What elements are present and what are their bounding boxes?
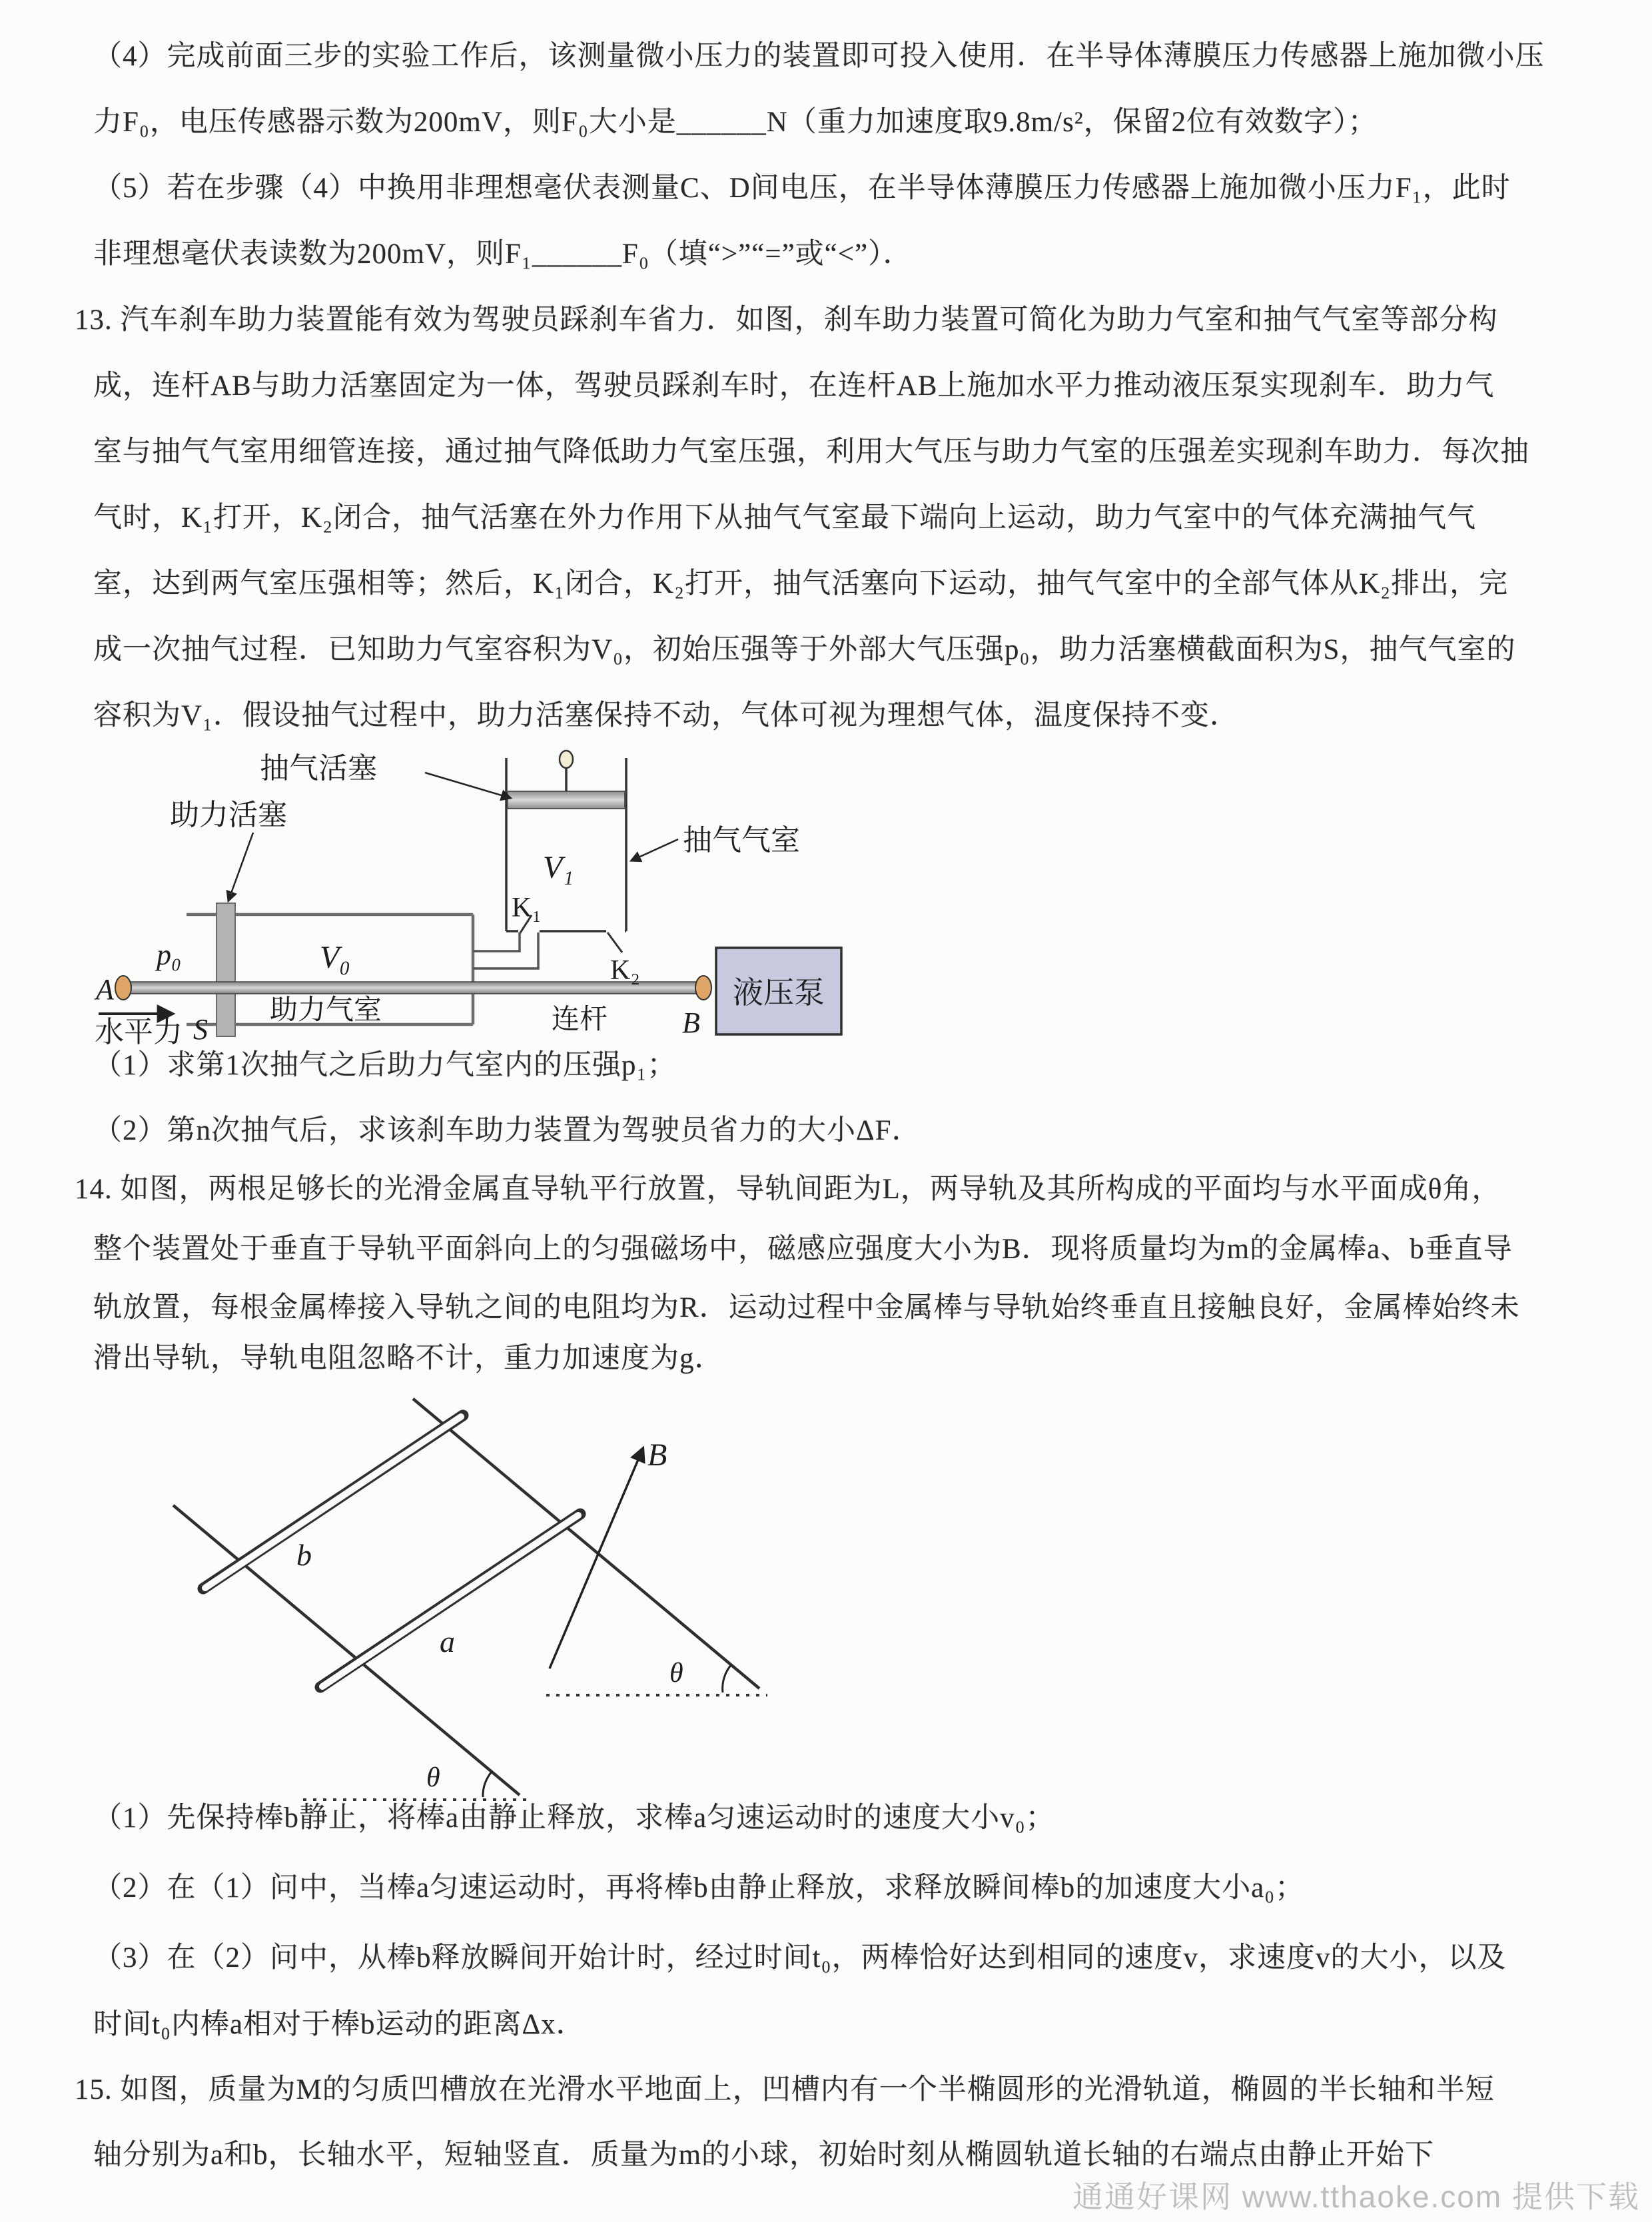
text-line-q15-1: 15. 如图，质量为M的匀质凹槽放在光滑水平地面上，凹槽内有一个半椭圆形的光滑轨道，椭圆的半长轴和半短 (75, 2074, 1495, 2105)
text-line-q13-p1: （1）求第1次抽气之后助力气室内的压强p₁； (93, 1050, 677, 1081)
pump-chamber-pointer (631, 839, 678, 861)
text-line-q13-4: 气时，K₁打开，K₂闭合，抽气活塞在外力作用下从抽气气室最下端向上运动，助力气室中的气体充满抽气气 (93, 502, 1477, 534)
text-line-q14-3: 轨放置，每根金属棒接入导轨之间的电阻均为R．运动过程中金属棒与导轨始终垂直且接触良好，金属棒始终未 (93, 1292, 1520, 1323)
text-line-q14-p1: （1）先保持棒b静止，将棒a由静止释放，求棒a匀速运动时的速度大小v₀； (93, 1802, 1055, 1834)
power-piston-label: 助力活塞 (170, 799, 287, 831)
text-line-q14-1: 14. 如图，两根足够长的光滑金属直导轨平行放置，导轨间距为L，两导轨及其所构成的平面均与水平面成θ角， (75, 1174, 1501, 1205)
text-line-q13-2: 成，连杆AB与助力活塞固定为一体，驾驶员踩刹车时，在连杆AB上施加水平力推动液压泵实现刹车．助力气 (93, 370, 1495, 402)
power-chamber-label: 助力气室 (270, 995, 382, 1026)
connecting-pipe (473, 932, 538, 968)
power-piston-pointer (228, 833, 253, 901)
text-line-q14-2: 整个装置处于垂直于导轨平面斜向上的匀强磁场中，磁感应强度大小为B．现将质量均为m的金属棒a、b垂直导 (93, 1234, 1513, 1265)
pump-piston-bar (508, 791, 625, 809)
rail-left (173, 1505, 520, 1795)
text-line-q13-5: 室，达到两气室压强相等；然后，K₁闭合，K₂打开，抽气活塞向下运动，抽气气室中的全部气体从K₂排出，完 (93, 568, 1509, 599)
text-line-q14-p2: （2）在（1）问中，当棒a匀速运动时，再将棒b由静止释放，求释放瞬间棒b的加速度大小a₀； (93, 1872, 1305, 1904)
bar-a-label: a (440, 1625, 455, 1659)
force-label: 水平力 (95, 1016, 183, 1044)
hydraulic-pump-label: 液压泵 (733, 976, 825, 1010)
watermark: 通通好课网 www.tthaoke.com 提供下载 (1072, 2179, 1640, 2214)
pump-piston-pointer (425, 773, 510, 798)
figure-inclined-rails (80, 1385, 799, 1818)
pin-b (695, 976, 711, 1000)
metal-bar-a (320, 1514, 580, 1687)
k1-symbol: K₁ (512, 893, 542, 923)
theta-right-label: θ (669, 1658, 683, 1688)
theta-arc-right (723, 1665, 731, 1692)
pump-piston-label: 抽气活塞 (260, 752, 377, 785)
text-line-q15-2: 轴分别为a和b，长轴水平，短轴竖直．质量为m的小球，初始时刻从椭圆轨道长轴的右端点由静止开始下 (93, 2139, 1435, 2171)
text-line-q13-6: 成一次抽气过程．已知助力气室容积为V₀，初始压强等于外部大气压强p₀，助力活塞横截面积为S，抽气气室的 (93, 634, 1516, 665)
pump-piston-knob (560, 751, 573, 768)
rod-label: 连杆 (552, 1004, 608, 1035)
valve-k2-line (608, 932, 622, 952)
rail-right (413, 1399, 759, 1688)
text-line-q13-7: 容积为V₁．假设抽气过程中，助力活塞保持不动，气体可视为理想气体，温度保持不变． (93, 700, 1240, 731)
v0-symbol: V₀ (320, 940, 351, 975)
v1-symbol: V₁ (543, 850, 574, 885)
text-line-q14-p3a: （3）在（2）问中，从棒b释放瞬间开始计时，经过时间t₀，两棒恰好达到相同的速度v，求速度v的大小，以及 (93, 1942, 1507, 1974)
bar-b-label: b (296, 1538, 312, 1572)
pump-chamber-label: 抽气气室 (683, 824, 800, 857)
power-piston-bar (216, 903, 235, 1036)
theta-left-label: θ (426, 1762, 440, 1793)
text-line-q13-p2: （2）第n次抽气后，求该刹车助力装置为驾驶员省力的大小ΔF． (93, 1115, 921, 1146)
k2-symbol: K₂ (610, 955, 640, 986)
text-line-q14-p3b: 时间t₀内棒a相对于棒b运动的距离Δx． (93, 2009, 586, 2040)
field-b-arrow (550, 1449, 643, 1668)
point-a-symbol: A (96, 973, 114, 1006)
text-line-q13-1: 13. 汽车刹车助力装置能有效为驾驶员踩刹车省力．如图，刹车助力装置可简化为助力气室和抽气气室等部分构 (75, 304, 1498, 336)
metal-bar-b (203, 1415, 463, 1589)
area-s-symbol: S (193, 1013, 208, 1044)
pin-a (115, 976, 131, 1000)
text-line-q13-3: 室与抽气气室用细管连接，通过抽气降低助力气室压强，利用大气压与助力气室的压强差实现刹车助力．每次抽 (93, 436, 1529, 468)
text-line-q4-2: 力F₀，电压传感器示数为200mV，则F₀大小是______N（重力加速度取9.8m/s²，保留2位有效数字）； (93, 107, 1378, 138)
text-line-q4-1: （4）完成前面三步的实验工作后，该测量微小压力的装置即可投入使用．在半导体薄膜压力传感器上施加微小压 (93, 41, 1545, 72)
text-line-q14-4: 滑出导轨，导轨电阻忽略不计，重力加速度为g． (93, 1343, 724, 1374)
theta-arc-left (483, 1771, 492, 1797)
point-b-symbol: B (682, 1006, 700, 1039)
p0-symbol: p₀ (157, 938, 182, 971)
field-b-label: B (647, 1437, 667, 1473)
text-line-q5-2: 非理想毫伏表读数为200mV，则F₁______F₀（填“>”“=”或“<”）． (93, 238, 913, 270)
text-line-q5-1: （5）若在步骤（4）中换用非理想毫伏表测量C、D间电压，在半导体薄膜压力传感器上施加微小压力F₁，此时 (93, 173, 1511, 204)
figure-brake-booster (93, 738, 919, 1044)
